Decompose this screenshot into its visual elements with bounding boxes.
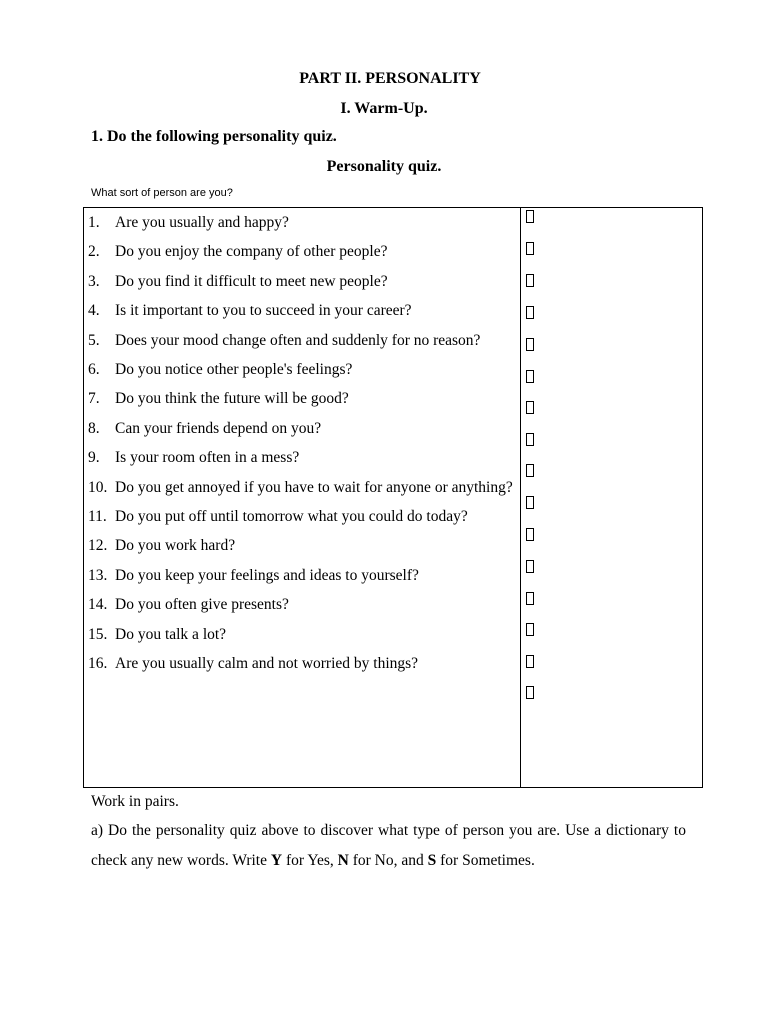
question-list [88, 208, 514, 679]
answer-checkbox[interactable] [526, 401, 534, 414]
instruction-a-text: a) Do the personality quiz above to discover what type of person you are. Use a dictionary to check any new words. Write [91, 822, 686, 869]
answer-checkbox[interactable] [526, 560, 534, 573]
question-text: Do you often give presents? [115, 596, 289, 614]
question-item [88, 649, 514, 678]
question-number: 3. [88, 272, 100, 290]
quiz-title: Personality quiz. [326, 158, 442, 175]
answer-checkbox[interactable] [526, 464, 534, 477]
table-column-divider [520, 208, 521, 787]
question-number: 13. [88, 566, 108, 584]
answer-checkbox[interactable] [526, 592, 534, 605]
question-item [88, 237, 514, 266]
question-item [88, 355, 514, 384]
question-text: Do you talk a lot? [115, 625, 227, 643]
answer-checkbox[interactable] [526, 496, 534, 509]
question-text: Do you keep your feelings and ideas to yourself? [115, 566, 419, 584]
answer-checkbox[interactable] [526, 242, 534, 255]
question-item [88, 502, 514, 531]
quiz-subtitle: What sort of person are you? [91, 187, 233, 199]
question-item [88, 561, 514, 590]
answer-checkbox[interactable] [526, 306, 534, 319]
part-title: PART II. PERSONALITY [299, 70, 481, 87]
question-text: Do you notice other people's feelings? [115, 361, 353, 379]
question-text: Are you usually and happy? [115, 214, 289, 231]
question-number: 8. [88, 419, 100, 437]
warmup-heading: I. Warm-Up. [340, 100, 428, 117]
question-text: Do you enjoy the company of other people? [115, 243, 388, 261]
question-number: 10. [88, 478, 108, 496]
question-item [88, 414, 514, 443]
question-item [88, 296, 514, 325]
work-in-pairs: Work in pairs. [91, 793, 179, 810]
question-text: Does your mood change often and suddenly for no reason? [115, 331, 481, 349]
question-text: Are you usually calm and not worried by things? [115, 655, 419, 673]
answer-checkbox[interactable] [526, 433, 534, 446]
question-text: Do you get annoyed if you have to wait for anyone or anything? [115, 478, 513, 496]
question-number: 9. [88, 449, 100, 467]
no-code: N [337, 851, 349, 869]
question-text: Do you work hard? [115, 537, 236, 555]
answer-checkbox[interactable] [526, 338, 534, 351]
question-item [88, 208, 514, 237]
question-item [88, 620, 514, 649]
question-number: 12. [88, 537, 108, 555]
question-number: 14. [88, 596, 108, 614]
question-number: 7. [88, 390, 100, 408]
task-heading: 1. Do the following personality quiz. [91, 128, 337, 145]
yes-code: Y [270, 851, 283, 869]
question-number: 11. [88, 508, 107, 526]
answer-checkbox[interactable] [526, 623, 534, 636]
question-text: Can your friends depend on you? [115, 419, 322, 437]
answer-checkbox[interactable] [526, 655, 534, 668]
question-item [88, 326, 514, 355]
question-number: 4. [88, 302, 100, 320]
no-text: for No, and [348, 851, 428, 869]
answer-checkbox[interactable] [526, 686, 534, 699]
question-number: 16. [88, 655, 108, 673]
sometimes-text: for Sometimes. [436, 851, 535, 869]
instruction-a [91, 816, 686, 875]
question-item [88, 384, 514, 413]
question-item [88, 473, 514, 502]
question-number: 1. [88, 214, 100, 231]
question-text: Do you think the future will be good? [115, 390, 349, 408]
yes-text: for Yes, [282, 851, 338, 869]
question-number: 15. [88, 625, 108, 643]
answer-checkbox[interactable] [526, 528, 534, 541]
question-text: Do you find it difficult to meet new people? [115, 272, 388, 290]
question-text: Is your room often in a mess? [115, 449, 300, 467]
question-item [88, 531, 514, 560]
question-number: 2. [88, 243, 100, 261]
question-item [88, 590, 514, 619]
question-number: 5. [88, 331, 100, 349]
question-item [88, 443, 514, 472]
answer-checkbox[interactable] [526, 370, 534, 383]
instructions [91, 787, 686, 875]
quiz-table [83, 207, 703, 788]
question-number: 6. [88, 361, 100, 379]
answer-checkbox[interactable] [526, 210, 534, 223]
question-item [88, 267, 514, 296]
question-text: Is it important to you to succeed in your career? [115, 302, 412, 320]
answer-checkbox[interactable] [526, 274, 534, 287]
question-text: Do you put off until tomorrow what you could do today? [115, 508, 468, 526]
sometimes-code: S [427, 851, 437, 869]
